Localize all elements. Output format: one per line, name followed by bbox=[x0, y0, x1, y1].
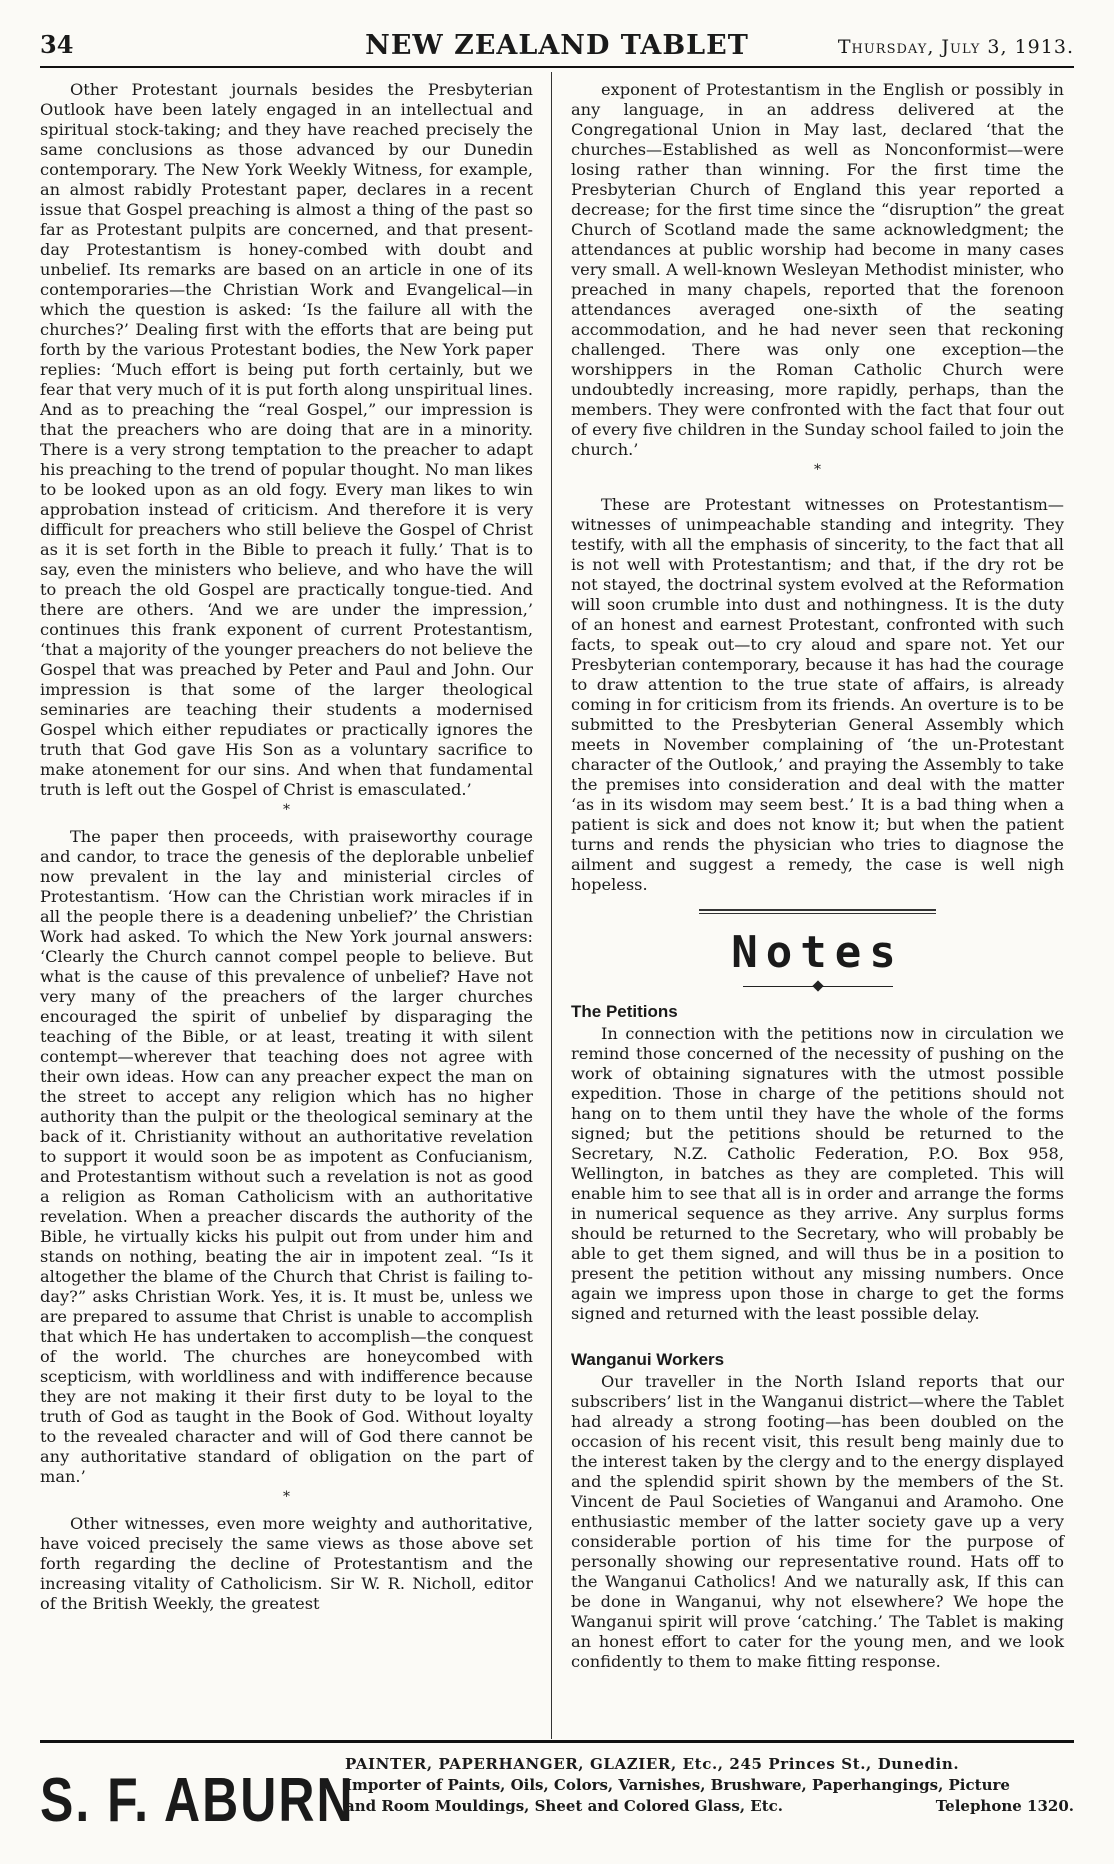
telephone-number: Telephone 1320. bbox=[935, 1797, 1074, 1815]
column-divider bbox=[551, 72, 552, 1739]
wanganui-paragraph: Our traveller in the North Island reports that our subscribers’ list in the Wanganui district—where the Tablet had already a strong footing—has been doubled on the occasion of his recent visit, this result beng mainly due to the interest taken by the clergy and to the energy displayed and the splendid spirit shown by the members of the St. Vincent de Paul Societies of Wanganui and Aramoho. One enthusiastic member of the latter society gave up a very considerable portion of his time for the purpose of personally showing our representative round. Hats off to the Wanganui Catholics! And we naturally ask, If this can be done in Wanganui, why not elsewhere? We hope the Wanganui spirit will prove ‘catching.’ The Tablet is making an honest effort to cater for the young men, and we look confidently to them to make fitting response. bbox=[571, 1372, 1064, 1671]
article-paragraph: Other Protestant journals besides the Presbyterian Outlook have been lately engaged in an intellectual and spiritual stock-taking; and they have reached precisely the same conclusions as those advanced by our Dunedin contemporary. The New York Weekly Witness, for example, an almost rabidly Protestant paper, declares in a recent issue that Gospel preaching is almost a thing of the past so far as Protestant pulpits are concerned, and that present-day Protestantism is honey-combed with doubt and unbelief. Its remarks are based on an article in one of its contemporaries—the Christian Work and Evangelical—in which the question is asked: ‘Is the failure all with the churches?’ Dealing first with the efforts that are being put forth by the various Protestant bodies, the New York paper replies: ‘Much effort is being put forth certainly, but we fear that very much of it is put forth along unspiritual lines. And as to preaching the “real Gospel,” our impression is that the preachers who are doing that are in a minority. There is a very strong temptation to the preacher to adapt his preaching to the trend of popular thought. No man likes to be looked upon as an old fogy. Every man likes to win approbation instead of criticism. And therefore it is very difficult for preachers who still believe the Gospel of Christ as it is set forth in the Bible to preach it fully.’ That is to say, even the ministers who believe, and who have the will to preach the old Gospel are practically tongue-tied. And there are others. ‘And we are under the impression,’ continues this frank exponent of current Protestantism, ‘that a majority of the younger preachers do not believe the Gospel that was preached by Peter and Paul and John. Our impression is that some of the larger theological seminaries are teaching their students a modernised Gospel which either repudiates or practically ignores the truth that God gave His Son as a voluntary sacrifice to make atonement for our sins. And when that fundamental truth is left out the Gospel of Christ is emasculated.’ bbox=[40, 80, 533, 799]
header-rule bbox=[40, 66, 1074, 68]
masthead-title: NEW ZEALAND TABLET bbox=[365, 30, 749, 61]
section-separator: * bbox=[814, 462, 821, 478]
diamond-ornament-icon bbox=[812, 980, 823, 991]
section-separator: * bbox=[283, 1489, 290, 1505]
section-separator: * bbox=[283, 802, 290, 818]
ad-line: Importer of Paints, Oils, Colors, Varnishes, Brushware, Paperhangings, Picture bbox=[345, 1776, 1010, 1794]
ad-line-text: and Room Mouldings, Sheet and Colored Glass, Etc. bbox=[345, 1797, 783, 1815]
petitions-heading: The Petitions bbox=[571, 1002, 678, 1021]
petitions-paragraph: In connection with the petitions now in circulation we remind those concerned of the necessity of pushing on the work of obtaining signatures with the utmost possible expedition. Those in charge of the petitions should not hang on to them until they have the whole of the forms signed; but the petitions should be returned to the Secretary, N.Z. Catholic Federation, P.O. Box 958, Wellington, in batches as they are completed. This will enable him to see that all is in order and arrange the forms in numerical sequence as they arrive. Any surplus forms should be returned to the Secretary, who will probably be able to get them signed, and will thus be in a position to present the petition without any missing numbers. Once again we impress upon those in charge to get the forms signed and returned with the least possible delay. bbox=[571, 1024, 1064, 1323]
article-paragraph: exponent of Protestantism in the English or possibly in any language, in an address delivered at the Congregational Union in May last, declared ‘that the churches—Established as well as Nonconformist—were losing rather than winning. For the first time the Presbyterian Church of England this year reported a decrease; for the first time since the “disruption” the great Church of Scotland made the same acknowledgment; the attendances at public worship had become in many cases very small. A well-known Wesleyan Methodist minister, who preached in many chapels, reported that the forenoon attendances averaged one-sixth of the seating accommodation, and he had never seen that reckoning challenged. There was only one exception—the worshippers in the Roman Catholic Church were undoubtedly increasing, more rapidly, perhaps, than the members. They were confronted with the fact that four out of every five children in the Sunday school failed to join the church.’ bbox=[571, 80, 1064, 459]
article-paragraph: Other witnesses, even more weighty and authoritative, have voiced precisely the same views as those above set forth regarding the decline of Protestantism and the increasing vitality of Catholicism. Sir W. R. Nicholl, editor of the British Weekly, the greatest bbox=[40, 1514, 533, 1613]
left-column bbox=[40, 80, 533, 1614]
wanganui-heading: Wanganui Workers bbox=[571, 1350, 725, 1369]
article-paragraph: The paper then proceeds, with praiseworthy courage and candor, to trace the genesis of the deplorable unbelief now prevalent in the lay and ministerial circles of Protestantism. ‘How can the Christian work miracles if in all the people there is a deadening unbelief?’ the Christian Work had asked. To which the New York journal answers: ‘Clearly the Church cannot compel people to believe. But what is the cause of this prevalence of unbelief? Have not very many of the preachers of the larger churches encouraged the spirit of unbelief by disparaging the teaching of the Bible, or at least, treating it with silent contempt—wherever that teaching does not agree with their own ideas. How can any preacher expect the man on the street to accept any religion which has no higher authority than the pulpit or the theological seminary at the back of it. Christianity without an authoritative revelation to support it would soon be as impotent as Confucianism, and Protestantism without such a revelation is not as good a religion as Roman Catholicism with an authoritative revelation. When a preacher discards the authority of the Bible, he virtually kicks his pulpit out from under him and stands on nothing, beating the air in impotent zeal. “Is it altogether the blame of the Church that Christ is failing to-day?” asks Christian Work. Yes, it is. It must be, unless we are prepared to assume that Christ is unable to accomplish that which He has undertaken to accomplish—the conquest of the world. The churches are honeycombed with scepticism, with worldliness and with indifference because they are not making it their first duty to be loyal to the truth of God as taught in the Book of God. Without loyalty to the revealed character and will of God there cannot be any authoritative standard of obligation on the part of man.’ bbox=[40, 827, 533, 1486]
advertisement-text bbox=[345, 1754, 1074, 1817]
page-number: 34 bbox=[40, 30, 74, 59]
article-paragraph: These are Protestant witnesses on Protestantism—witnesses of unimpeachable standing and integrity. They testify, with all the emphasis of sincerity, to the fact that all is not well with Protestantism; and that, if the dry rot be not stayed, the doctrinal system evolved at the Reformation will soon crumble into dust and nothingness. It is the duty of an honest and earnest Protestant, confronted with such facts, to speak out—to cry aloud and spare not. Yet our Presbyterian contemporary, because it has had the courage to draw attention to the true state of affairs, is already coming in for criticism from its friends. An overture is to be submitted to the Presbyterian General Assembly which meets in November complaining of ‘the un-Protestant character of the Outlook,’ and praying the Assembly to take the premises into consideration and deal with the matter ‘as in its wisdom may seem best.’ It is a bad thing when a patient is sick and does not know it; but when the patient turns and rends the physician who tries to diagnose the ailment and suggest a remedy, the case is well nigh hopeless. bbox=[571, 495, 1064, 894]
section-end-rule bbox=[699, 909, 936, 914]
ad-line bbox=[345, 1796, 1074, 1817]
ornament-divider bbox=[743, 980, 893, 992]
advertisement bbox=[40, 1752, 1074, 1835]
right-column bbox=[571, 80, 1064, 1672]
advertiser-name: S. F. ABURN bbox=[40, 1764, 355, 1835]
issue-date: Thursday, July 3, 1913. bbox=[837, 36, 1074, 58]
ad-line: PAINTER, PAPERHANGER, GLAZIER, Etc., 245 Princes St., Dunedin. bbox=[345, 1755, 960, 1773]
advertisement-rule bbox=[40, 1740, 1074, 1743]
page-header bbox=[40, 30, 1074, 66]
notes-heading: Notes bbox=[731, 927, 904, 978]
